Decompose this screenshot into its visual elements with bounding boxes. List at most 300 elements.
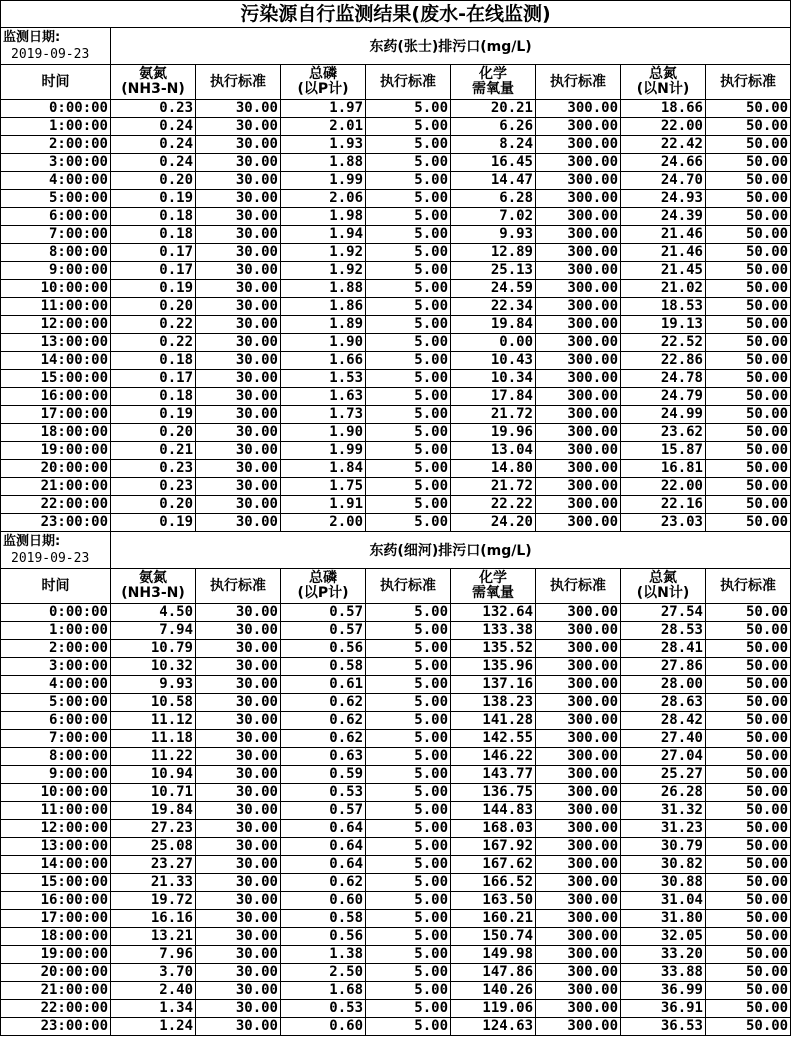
phosphorus-cell: 1.92 <box>281 262 366 280</box>
cod-standard-cell: 300.00 <box>536 298 621 316</box>
cod-cell: 10.43 <box>451 352 536 370</box>
nitrogen-cell: 22.16 <box>621 496 706 514</box>
cod-cell: 9.93 <box>451 226 536 244</box>
ammonia-standard-cell: 30.00 <box>196 172 281 190</box>
table-row <box>1 820 791 838</box>
phosphorus-standard-cell: 5.00 <box>366 226 451 244</box>
ammonia-cell: 0.22 <box>111 316 196 334</box>
nitrogen-cell: 31.04 <box>621 892 706 910</box>
cod-cell: 138.23 <box>451 694 536 712</box>
cod-cell: 142.55 <box>451 730 536 748</box>
nitrogen-standard-cell: 50.00 <box>706 784 791 802</box>
table-row <box>1 1018 791 1036</box>
phosphorus-standard-cell: 5.00 <box>366 298 451 316</box>
table-row <box>1 244 791 262</box>
cod-cell: 149.98 <box>451 946 536 964</box>
ammonia-cell: 0.18 <box>111 388 196 406</box>
phosphorus-standard-cell: 5.00 <box>366 190 451 208</box>
col-time: 时间 <box>1 65 111 100</box>
cod-standard-cell: 300.00 <box>536 460 621 478</box>
table-row <box>1 694 791 712</box>
cod-standard-cell: 300.00 <box>536 406 621 424</box>
table-row <box>1 406 791 424</box>
nitrogen-standard-cell: 50.00 <box>706 514 791 532</box>
time-cell: 14:00:00 <box>1 856 111 874</box>
cod-standard-cell: 300.00 <box>536 442 621 460</box>
phosphorus-cell: 0.53 <box>281 1000 366 1018</box>
nitrogen-standard-cell: 50.00 <box>706 982 791 1000</box>
ammonia-standard-cell: 30.00 <box>196 928 281 946</box>
phosphorus-standard-cell: 5.00 <box>366 280 451 298</box>
phosphorus-standard-cell: 5.00 <box>366 730 451 748</box>
nitrogen-cell: 30.79 <box>621 838 706 856</box>
nitrogen-standard-cell: 50.00 <box>706 838 791 856</box>
nitrogen-cell: 28.63 <box>621 694 706 712</box>
time-cell: 1:00:00 <box>1 622 111 640</box>
phosphorus-standard-cell: 5.00 <box>366 388 451 406</box>
cod-standard-cell: 300.00 <box>536 190 621 208</box>
cod-standard-cell: 300.00 <box>536 172 621 190</box>
cod-standard-cell: 300.00 <box>536 1000 621 1018</box>
col-standard: 执行标准 <box>366 569 451 604</box>
cod-cell: 24.59 <box>451 280 536 298</box>
outlet-name: 东药(张士)排污口(mg/L) <box>111 28 791 65</box>
table-row <box>1 460 791 478</box>
col-phosphorus-line1: 总磷 <box>309 570 337 586</box>
cod-standard-cell: 300.00 <box>536 748 621 766</box>
ammonia-cell: 0.20 <box>111 424 196 442</box>
ammonia-standard-cell: 30.00 <box>196 370 281 388</box>
date-label: 监测日期: <box>3 30 61 45</box>
phosphorus-cell: 2.06 <box>281 190 366 208</box>
column-header-row <box>1 569 791 604</box>
table-row <box>1 190 791 208</box>
col-nitrogen-line1: 总氮 <box>649 66 677 82</box>
nitrogen-standard-cell: 50.00 <box>706 316 791 334</box>
nitrogen-cell: 16.81 <box>621 460 706 478</box>
ammonia-standard-cell: 30.00 <box>196 208 281 226</box>
col-nitrogen <box>621 569 706 604</box>
phosphorus-cell: 1.38 <box>281 946 366 964</box>
nitrogen-standard-cell: 50.00 <box>706 406 791 424</box>
table-row <box>1 1000 791 1018</box>
ammonia-standard-cell: 30.00 <box>196 352 281 370</box>
col-phosphorus <box>281 65 366 100</box>
phosphorus-cell: 1.86 <box>281 298 366 316</box>
nitrogen-cell: 28.41 <box>621 640 706 658</box>
time-cell: 8:00:00 <box>1 748 111 766</box>
cod-cell: 167.62 <box>451 856 536 874</box>
cod-cell: 132.64 <box>451 604 536 622</box>
date-label: 监测日期: <box>3 534 61 549</box>
table-row <box>1 154 791 172</box>
ammonia-standard-cell: 30.00 <box>196 856 281 874</box>
phosphorus-cell: 0.58 <box>281 658 366 676</box>
ammonia-standard-cell: 30.00 <box>196 712 281 730</box>
table-row <box>1 352 791 370</box>
table-row <box>1 298 791 316</box>
cod-standard-cell: 300.00 <box>536 604 621 622</box>
cod-standard-cell: 300.00 <box>536 766 621 784</box>
nitrogen-standard-cell: 50.00 <box>706 1000 791 1018</box>
cod-standard-cell: 300.00 <box>536 370 621 388</box>
nitrogen-cell: 19.13 <box>621 316 706 334</box>
nitrogen-cell: 18.53 <box>621 298 706 316</box>
table-row <box>1 910 791 928</box>
cod-cell: 24.20 <box>451 514 536 532</box>
ammonia-standard-cell: 30.00 <box>196 910 281 928</box>
phosphorus-cell: 2.00 <box>281 514 366 532</box>
nitrogen-standard-cell: 50.00 <box>706 766 791 784</box>
phosphorus-cell: 1.92 <box>281 244 366 262</box>
table-body <box>1 1 791 1036</box>
ammonia-standard-cell: 30.00 <box>196 100 281 118</box>
cod-standard-cell: 300.00 <box>536 640 621 658</box>
table-row <box>1 262 791 280</box>
nitrogen-cell: 22.00 <box>621 478 706 496</box>
cod-cell: 135.96 <box>451 658 536 676</box>
nitrogen-standard-cell: 50.00 <box>706 424 791 442</box>
phosphorus-standard-cell: 5.00 <box>366 820 451 838</box>
cod-standard-cell: 300.00 <box>536 694 621 712</box>
phosphorus-standard-cell: 5.00 <box>366 442 451 460</box>
ammonia-standard-cell: 30.00 <box>196 676 281 694</box>
ammonia-cell: 2.40 <box>111 982 196 1000</box>
cod-standard-cell: 300.00 <box>536 262 621 280</box>
phosphorus-standard-cell: 5.00 <box>366 928 451 946</box>
nitrogen-cell: 22.86 <box>621 352 706 370</box>
phosphorus-cell: 0.62 <box>281 694 366 712</box>
col-cod-line1: 化学 <box>479 570 507 586</box>
cod-standard-cell: 300.00 <box>536 658 621 676</box>
ammonia-cell: 10.71 <box>111 784 196 802</box>
ammonia-standard-cell: 30.00 <box>196 964 281 982</box>
table-row <box>1 622 791 640</box>
ammonia-cell: 0.23 <box>111 478 196 496</box>
ammonia-cell: 0.19 <box>111 514 196 532</box>
phosphorus-standard-cell: 5.00 <box>366 622 451 640</box>
time-cell: 20:00:00 <box>1 460 111 478</box>
phosphorus-standard-cell: 5.00 <box>366 766 451 784</box>
cod-cell: 0.00 <box>451 334 536 352</box>
ammonia-cell: 19.72 <box>111 892 196 910</box>
nitrogen-cell: 26.28 <box>621 784 706 802</box>
phosphorus-cell: 0.59 <box>281 766 366 784</box>
ammonia-standard-cell: 30.00 <box>196 604 281 622</box>
time-cell: 10:00:00 <box>1 784 111 802</box>
cod-standard-cell: 300.00 <box>536 838 621 856</box>
table-row <box>1 172 791 190</box>
col-nitrogen-line2: (以N计) <box>636 585 690 601</box>
col-standard: 执行标准 <box>196 569 281 604</box>
ammonia-standard-cell: 30.00 <box>196 694 281 712</box>
ammonia-cell: 1.24 <box>111 1018 196 1036</box>
nitrogen-cell: 32.05 <box>621 928 706 946</box>
cod-standard-cell: 300.00 <box>536 424 621 442</box>
phosphorus-cell: 0.60 <box>281 1018 366 1036</box>
ammonia-cell: 23.27 <box>111 856 196 874</box>
phosphorus-cell: 1.90 <box>281 424 366 442</box>
nitrogen-cell: 24.79 <box>621 388 706 406</box>
table-row <box>1 478 791 496</box>
nitrogen-standard-cell: 50.00 <box>706 874 791 892</box>
table-row <box>1 712 791 730</box>
phosphorus-cell: 1.93 <box>281 136 366 154</box>
cod-cell: 8.24 <box>451 136 536 154</box>
table-row <box>1 802 791 820</box>
nitrogen-standard-cell: 50.00 <box>706 802 791 820</box>
col-ammonia-line2: (NH3-N) <box>121 585 185 601</box>
col-cod-line2: 需氧量 <box>472 81 514 97</box>
column-header-row <box>1 65 791 100</box>
phosphorus-cell: 0.57 <box>281 604 366 622</box>
phosphorus-standard-cell: 5.00 <box>366 316 451 334</box>
nitrogen-cell: 36.53 <box>621 1018 706 1036</box>
cod-cell: 163.50 <box>451 892 536 910</box>
ammonia-standard-cell: 30.00 <box>196 892 281 910</box>
table-row <box>1 676 791 694</box>
table-row <box>1 424 791 442</box>
phosphorus-standard-cell: 5.00 <box>366 604 451 622</box>
col-ammonia-line2: (NH3-N) <box>121 81 185 97</box>
ammonia-standard-cell: 30.00 <box>196 874 281 892</box>
table-row <box>1 892 791 910</box>
ammonia-cell: 0.20 <box>111 172 196 190</box>
phosphorus-cell: 0.63 <box>281 748 366 766</box>
nitrogen-standard-cell: 50.00 <box>706 118 791 136</box>
phosphorus-standard-cell: 5.00 <box>366 460 451 478</box>
nitrogen-standard-cell: 50.00 <box>706 460 791 478</box>
table-row <box>1 370 791 388</box>
ammonia-cell: 0.17 <box>111 370 196 388</box>
phosphorus-cell: 0.57 <box>281 622 366 640</box>
cod-standard-cell: 300.00 <box>536 1018 621 1036</box>
nitrogen-standard-cell: 50.00 <box>706 694 791 712</box>
col-phosphorus-line2: (以P计) <box>297 585 349 601</box>
time-cell: 23:00:00 <box>1 514 111 532</box>
ammonia-standard-cell: 30.00 <box>196 226 281 244</box>
time-cell: 17:00:00 <box>1 406 111 424</box>
phosphorus-standard-cell: 5.00 <box>366 802 451 820</box>
table-row <box>1 982 791 1000</box>
time-cell: 22:00:00 <box>1 496 111 514</box>
cod-cell: 124.63 <box>451 1018 536 1036</box>
phosphorus-cell: 0.56 <box>281 928 366 946</box>
cod-standard-cell: 300.00 <box>536 208 621 226</box>
table-row <box>1 136 791 154</box>
table-row <box>1 838 791 856</box>
ammonia-cell: 0.19 <box>111 190 196 208</box>
time-cell: 13:00:00 <box>1 334 111 352</box>
col-cod <box>451 569 536 604</box>
table-row <box>1 442 791 460</box>
cod-standard-cell: 300.00 <box>536 478 621 496</box>
nitrogen-cell: 24.99 <box>621 406 706 424</box>
nitrogen-cell: 24.39 <box>621 208 706 226</box>
ammonia-standard-cell: 30.00 <box>196 262 281 280</box>
time-cell: 23:00:00 <box>1 1018 111 1036</box>
nitrogen-cell: 21.46 <box>621 226 706 244</box>
phosphorus-standard-cell: 5.00 <box>366 874 451 892</box>
nitrogen-standard-cell: 50.00 <box>706 928 791 946</box>
time-cell: 1:00:00 <box>1 118 111 136</box>
cod-cell: 141.28 <box>451 712 536 730</box>
nitrogen-standard-cell: 50.00 <box>706 136 791 154</box>
ammonia-cell: 0.17 <box>111 262 196 280</box>
phosphorus-standard-cell: 5.00 <box>366 1000 451 1018</box>
time-cell: 2:00:00 <box>1 136 111 154</box>
nitrogen-standard-cell: 50.00 <box>706 910 791 928</box>
phosphorus-cell: 0.62 <box>281 712 366 730</box>
time-cell: 8:00:00 <box>1 244 111 262</box>
nitrogen-cell: 24.93 <box>621 190 706 208</box>
col-ammonia-line1: 氨氮 <box>139 570 167 586</box>
phosphorus-standard-cell: 5.00 <box>366 478 451 496</box>
table-row <box>1 946 791 964</box>
phosphorus-standard-cell: 5.00 <box>366 208 451 226</box>
col-standard: 执行标准 <box>706 65 791 100</box>
nitrogen-cell: 31.80 <box>621 910 706 928</box>
ammonia-cell: 10.79 <box>111 640 196 658</box>
col-standard: 执行标准 <box>196 65 281 100</box>
ammonia-standard-cell: 30.00 <box>196 802 281 820</box>
cod-cell: 146.22 <box>451 748 536 766</box>
phosphorus-standard-cell: 5.00 <box>366 910 451 928</box>
phosphorus-standard-cell: 5.00 <box>366 172 451 190</box>
nitrogen-cell: 36.99 <box>621 982 706 1000</box>
ammonia-standard-cell: 30.00 <box>196 748 281 766</box>
cod-standard-cell: 300.00 <box>536 820 621 838</box>
time-cell: 16:00:00 <box>1 388 111 406</box>
time-cell: 12:00:00 <box>1 316 111 334</box>
section-header-row <box>1 28 791 65</box>
phosphorus-standard-cell: 5.00 <box>366 154 451 172</box>
col-time: 时间 <box>1 569 111 604</box>
phosphorus-cell: 1.94 <box>281 226 366 244</box>
phosphorus-cell: 0.62 <box>281 874 366 892</box>
cod-standard-cell: 300.00 <box>536 928 621 946</box>
ammonia-cell: 0.17 <box>111 244 196 262</box>
ammonia-standard-cell: 30.00 <box>196 406 281 424</box>
phosphorus-cell: 1.97 <box>281 100 366 118</box>
cod-cell: 133.38 <box>451 622 536 640</box>
cod-standard-cell: 300.00 <box>536 316 621 334</box>
cod-cell: 150.74 <box>451 928 536 946</box>
phosphorus-standard-cell: 5.00 <box>366 136 451 154</box>
nitrogen-standard-cell: 50.00 <box>706 658 791 676</box>
ammonia-standard-cell: 30.00 <box>196 982 281 1000</box>
col-cod-line2: 需氧量 <box>472 585 514 601</box>
nitrogen-standard-cell: 50.00 <box>706 946 791 964</box>
ammonia-cell: 0.24 <box>111 118 196 136</box>
ammonia-standard-cell: 30.00 <box>196 190 281 208</box>
cod-standard-cell: 300.00 <box>536 982 621 1000</box>
ammonia-cell: 13.21 <box>111 928 196 946</box>
phosphorus-cell: 2.50 <box>281 964 366 982</box>
ammonia-standard-cell: 30.00 <box>196 820 281 838</box>
ammonia-standard-cell: 30.00 <box>196 316 281 334</box>
report-title: 污染源自行监测结果(废水-在线监测) <box>1 1 791 28</box>
nitrogen-cell: 28.42 <box>621 712 706 730</box>
col-cod-line1: 化学 <box>479 66 507 82</box>
time-cell: 0:00:00 <box>1 100 111 118</box>
nitrogen-standard-cell: 50.00 <box>706 856 791 874</box>
table-row <box>1 874 791 892</box>
cod-standard-cell: 300.00 <box>536 784 621 802</box>
nitrogen-cell: 21.46 <box>621 244 706 262</box>
ammonia-cell: 25.08 <box>111 838 196 856</box>
cod-cell: 17.84 <box>451 388 536 406</box>
cod-standard-cell: 300.00 <box>536 730 621 748</box>
table-row <box>1 784 791 802</box>
phosphorus-cell: 1.75 <box>281 478 366 496</box>
cod-cell: 19.84 <box>451 316 536 334</box>
phosphorus-standard-cell: 5.00 <box>366 1018 451 1036</box>
table-row <box>1 118 791 136</box>
nitrogen-standard-cell: 50.00 <box>706 334 791 352</box>
table-row <box>1 640 791 658</box>
ammonia-cell: 16.16 <box>111 910 196 928</box>
phosphorus-cell: 1.99 <box>281 442 366 460</box>
cod-cell: 14.80 <box>451 460 536 478</box>
cod-cell: 22.34 <box>451 298 536 316</box>
ammonia-standard-cell: 30.00 <box>196 658 281 676</box>
time-cell: 21:00:00 <box>1 478 111 496</box>
nitrogen-standard-cell: 50.00 <box>706 676 791 694</box>
nitrogen-standard-cell: 50.00 <box>706 280 791 298</box>
ammonia-standard-cell: 30.00 <box>196 334 281 352</box>
col-nitrogen <box>621 65 706 100</box>
cod-cell: 14.47 <box>451 172 536 190</box>
phosphorus-standard-cell: 5.00 <box>366 370 451 388</box>
nitrogen-cell: 23.62 <box>621 424 706 442</box>
col-standard: 执行标准 <box>536 65 621 100</box>
ammonia-cell: 0.19 <box>111 406 196 424</box>
col-standard: 执行标准 <box>536 569 621 604</box>
nitrogen-cell: 24.66 <box>621 154 706 172</box>
nitrogen-standard-cell: 50.00 <box>706 172 791 190</box>
phosphorus-cell: 1.73 <box>281 406 366 424</box>
cod-cell: 119.06 <box>451 1000 536 1018</box>
nitrogen-standard-cell: 50.00 <box>706 820 791 838</box>
cod-cell: 140.26 <box>451 982 536 1000</box>
nitrogen-cell: 22.52 <box>621 334 706 352</box>
cod-standard-cell: 300.00 <box>536 946 621 964</box>
nitrogen-cell: 23.03 <box>621 514 706 532</box>
ammonia-standard-cell: 30.00 <box>196 298 281 316</box>
title-row <box>1 1 791 28</box>
ammonia-cell: 27.23 <box>111 820 196 838</box>
cod-cell: 19.96 <box>451 424 536 442</box>
phosphorus-standard-cell: 5.00 <box>366 262 451 280</box>
cod-standard-cell: 300.00 <box>536 280 621 298</box>
nitrogen-standard-cell: 50.00 <box>706 892 791 910</box>
ammonia-standard-cell: 30.00 <box>196 118 281 136</box>
cod-cell: 143.77 <box>451 766 536 784</box>
cod-cell: 168.03 <box>451 820 536 838</box>
phosphorus-standard-cell: 5.00 <box>366 496 451 514</box>
table-row <box>1 316 791 334</box>
time-cell: 19:00:00 <box>1 442 111 460</box>
nitrogen-standard-cell: 50.00 <box>706 604 791 622</box>
section-header-row <box>1 532 791 569</box>
ammonia-cell: 0.18 <box>111 226 196 244</box>
phosphorus-standard-cell: 5.00 <box>366 694 451 712</box>
phosphorus-cell: 0.62 <box>281 730 366 748</box>
nitrogen-cell: 22.00 <box>621 118 706 136</box>
ammonia-cell: 0.18 <box>111 208 196 226</box>
cod-cell: 6.28 <box>451 190 536 208</box>
